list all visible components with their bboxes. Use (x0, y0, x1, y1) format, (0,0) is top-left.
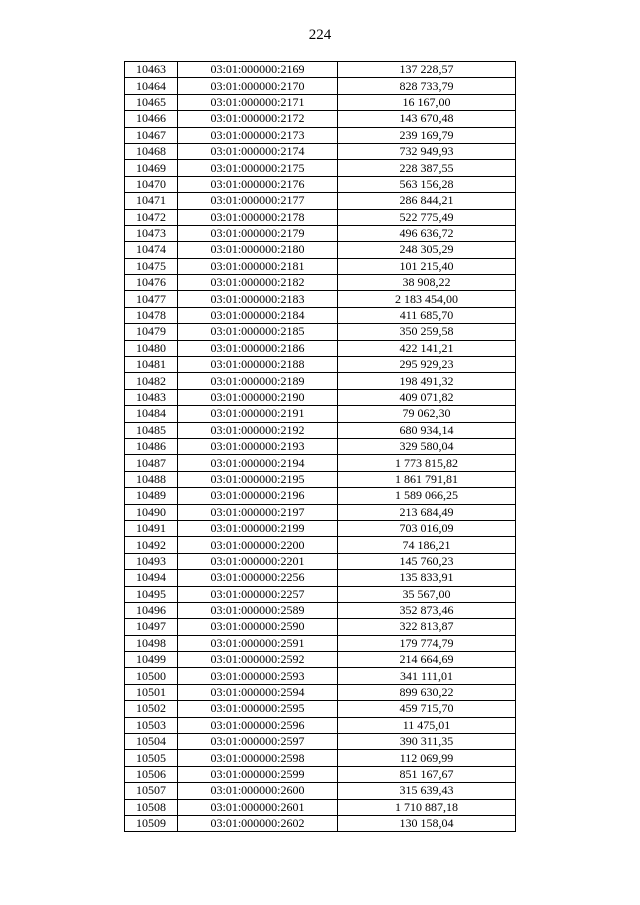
table-row (125, 750, 516, 766)
row-number-cell: 10492 (125, 537, 178, 553)
cadastral-value-cell: 680 934,14 (338, 422, 516, 438)
cadastral-value-cell: 459 715,70 (338, 701, 516, 717)
table-row (125, 488, 516, 504)
table-row (125, 455, 516, 471)
cadastral-number-cell: 03:01:000000:2181 (178, 258, 338, 274)
row-number-cell: 10488 (125, 471, 178, 487)
cadastral-value-cell: 74 186,21 (338, 537, 516, 553)
cadastral-value-cell: 851 167,67 (338, 766, 516, 782)
cadastral-number-cell: 03:01:000000:2184 (178, 307, 338, 323)
row-number-cell: 10490 (125, 504, 178, 520)
row-number-cell: 10486 (125, 438, 178, 454)
row-number-cell: 10489 (125, 488, 178, 504)
cadastral-value-cell: 228 387,55 (338, 160, 516, 176)
cadastral-value-cell: 248 305,29 (338, 242, 516, 258)
table-row (125, 766, 516, 782)
cadastral-number-cell: 03:01:000000:2592 (178, 652, 338, 668)
table-row (125, 570, 516, 586)
row-number-cell: 10495 (125, 586, 178, 602)
row-number-cell: 10470 (125, 176, 178, 192)
cadastral-value-cell: 16 167,00 (338, 94, 516, 110)
cadastral-number-cell: 03:01:000000:2172 (178, 111, 338, 127)
cadastral-number-cell: 03:01:000000:2598 (178, 750, 338, 766)
row-number-cell: 10508 (125, 799, 178, 815)
table-row (125, 209, 516, 225)
cadastral-value-cell: 145 760,23 (338, 553, 516, 569)
cadastral-number-cell: 03:01:000000:2177 (178, 193, 338, 209)
cadastral-number-cell: 03:01:000000:2183 (178, 291, 338, 307)
row-number-cell: 10476 (125, 275, 178, 291)
table-row (125, 537, 516, 553)
cadastral-number-cell: 03:01:000000:2600 (178, 783, 338, 799)
table-row (125, 324, 516, 340)
cadastral-value-table (124, 61, 516, 832)
row-number-cell: 10501 (125, 684, 178, 700)
cadastral-number-cell: 03:01:000000:2182 (178, 275, 338, 291)
table-row (125, 340, 516, 356)
cadastral-number-cell: 03:01:000000:2179 (178, 225, 338, 241)
cadastral-number-cell: 03:01:000000:2170 (178, 78, 338, 94)
cadastral-number-cell: 03:01:000000:2599 (178, 766, 338, 782)
row-number-cell: 10467 (125, 127, 178, 143)
cadastral-value-cell: 390 311,35 (338, 734, 516, 750)
cadastral-value-cell: 422 141,21 (338, 340, 516, 356)
cadastral-value-cell: 214 664,69 (338, 652, 516, 668)
table-row (125, 619, 516, 635)
cadastral-value-cell: 409 071,82 (338, 389, 516, 405)
cadastral-number-cell: 03:01:000000:2189 (178, 373, 338, 389)
row-number-cell: 10509 (125, 815, 178, 831)
table-row (125, 357, 516, 373)
cadastral-value-cell: 352 873,46 (338, 602, 516, 618)
cadastral-value-cell: 2 183 454,00 (338, 291, 516, 307)
table-row (125, 291, 516, 307)
cadastral-number-cell: 03:01:000000:2191 (178, 406, 338, 422)
cadastral-number-cell: 03:01:000000:2185 (178, 324, 338, 340)
table-row (125, 438, 516, 454)
cadastral-number-cell: 03:01:000000:2176 (178, 176, 338, 192)
table-row (125, 373, 516, 389)
cadastral-number-cell: 03:01:000000:2169 (178, 62, 338, 78)
cadastral-number-cell: 03:01:000000:2590 (178, 619, 338, 635)
table-row (125, 783, 516, 799)
cadastral-number-cell: 03:01:000000:2193 (178, 438, 338, 454)
page-number: 224 (308, 27, 332, 43)
cadastral-number-cell: 03:01:000000:2201 (178, 553, 338, 569)
row-number-cell: 10485 (125, 422, 178, 438)
table-row (125, 193, 516, 209)
row-number-cell: 10472 (125, 209, 178, 225)
cadastral-number-cell: 03:01:000000:2595 (178, 701, 338, 717)
table-row (125, 160, 516, 176)
table-row (125, 815, 516, 831)
cadastral-number-cell: 03:01:000000:2190 (178, 389, 338, 405)
table-row (125, 684, 516, 700)
row-number-cell: 10474 (125, 242, 178, 258)
table-row (125, 635, 516, 651)
cadastral-value-cell: 329 580,04 (338, 438, 516, 454)
cadastral-value-cell: 1 861 791,81 (338, 471, 516, 487)
table-row (125, 504, 516, 520)
cadastral-value-cell: 1 773 815,82 (338, 455, 516, 471)
cadastral-value-cell: 703 016,09 (338, 520, 516, 536)
cadastral-number-cell: 03:01:000000:2188 (178, 357, 338, 373)
row-number-cell: 10502 (125, 701, 178, 717)
table-row (125, 471, 516, 487)
table-row (125, 111, 516, 127)
cadastral-number-cell: 03:01:000000:2593 (178, 668, 338, 684)
cadastral-value-cell: 130 158,04 (338, 815, 516, 831)
row-number-cell: 10477 (125, 291, 178, 307)
row-number-cell: 10504 (125, 734, 178, 750)
table-row (125, 734, 516, 750)
table-row (125, 94, 516, 110)
cadastral-number-cell: 03:01:000000:2195 (178, 471, 338, 487)
row-number-cell: 10481 (125, 357, 178, 373)
cadastral-value-cell: 35 567,00 (338, 586, 516, 602)
cadastral-value-cell: 198 491,32 (338, 373, 516, 389)
cadastral-value-cell: 899 630,22 (338, 684, 516, 700)
table-row (125, 258, 516, 274)
row-number-cell: 10497 (125, 619, 178, 635)
cadastral-number-cell: 03:01:000000:2174 (178, 143, 338, 159)
row-number-cell: 10482 (125, 373, 178, 389)
row-number-cell: 10466 (125, 111, 178, 127)
table-row (125, 406, 516, 422)
cadastral-number-cell: 03:01:000000:2199 (178, 520, 338, 536)
row-number-cell: 10500 (125, 668, 178, 684)
cadastral-value-cell: 286 844,21 (338, 193, 516, 209)
table-row (125, 553, 516, 569)
row-number-cell: 10507 (125, 783, 178, 799)
row-number-cell: 10473 (125, 225, 178, 241)
cadastral-number-cell: 03:01:000000:2602 (178, 815, 338, 831)
row-number-cell: 10487 (125, 455, 178, 471)
cadastral-number-cell: 03:01:000000:2596 (178, 717, 338, 733)
cadastral-number-cell: 03:01:000000:2186 (178, 340, 338, 356)
cadastral-value-cell: 1 589 066,25 (338, 488, 516, 504)
table-row (125, 143, 516, 159)
row-number-cell: 10484 (125, 406, 178, 422)
table-row (125, 225, 516, 241)
cadastral-value-cell: 112 069,99 (338, 750, 516, 766)
cadastral-value-cell: 522 775,49 (338, 209, 516, 225)
table-row (125, 799, 516, 815)
cadastral-number-cell: 03:01:000000:2597 (178, 734, 338, 750)
row-number-cell: 10465 (125, 94, 178, 110)
table-row (125, 422, 516, 438)
table-row (125, 242, 516, 258)
cadastral-value-cell: 137 228,57 (338, 62, 516, 78)
row-number-cell: 10478 (125, 307, 178, 323)
cadastral-value-cell: 11 475,01 (338, 717, 516, 733)
row-number-cell: 10475 (125, 258, 178, 274)
cadastral-value-cell: 239 169,79 (338, 127, 516, 143)
cadastral-number-cell: 03:01:000000:2589 (178, 602, 338, 618)
table-row (125, 62, 516, 78)
cadastral-number-cell: 03:01:000000:2197 (178, 504, 338, 520)
row-number-cell: 10505 (125, 750, 178, 766)
table-row (125, 586, 516, 602)
table-row (125, 668, 516, 684)
table-row (125, 78, 516, 94)
cadastral-value-cell: 563 156,28 (338, 176, 516, 192)
row-number-cell: 10469 (125, 160, 178, 176)
row-number-cell: 10496 (125, 602, 178, 618)
cadastral-value-cell: 322 813,87 (338, 619, 516, 635)
row-number-cell: 10499 (125, 652, 178, 668)
row-number-cell: 10464 (125, 78, 178, 94)
table-row (125, 176, 516, 192)
cadastral-number-cell: 03:01:000000:2192 (178, 422, 338, 438)
cadastral-number-cell: 03:01:000000:2594 (178, 684, 338, 700)
row-number-cell: 10480 (125, 340, 178, 356)
cadastral-number-cell: 03:01:000000:2256 (178, 570, 338, 586)
cadastral-number-cell: 03:01:000000:2173 (178, 127, 338, 143)
row-number-cell: 10471 (125, 193, 178, 209)
cadastral-number-cell: 03:01:000000:2178 (178, 209, 338, 225)
cadastral-value-cell: 828 733,79 (338, 78, 516, 94)
row-number-cell: 10493 (125, 553, 178, 569)
table-row (125, 602, 516, 618)
cadastral-number-cell: 03:01:000000:2591 (178, 635, 338, 651)
table-row (125, 127, 516, 143)
row-number-cell: 10491 (125, 520, 178, 536)
row-number-cell: 10503 (125, 717, 178, 733)
cadastral-number-cell: 03:01:000000:2257 (178, 586, 338, 602)
cadastral-value-cell: 213 684,49 (338, 504, 516, 520)
cadastral-value-cell: 179 774,79 (338, 635, 516, 651)
cadastral-number-cell: 03:01:000000:2194 (178, 455, 338, 471)
cadastral-value-cell: 496 636,72 (338, 225, 516, 241)
cadastral-value-cell: 101 215,40 (338, 258, 516, 274)
table-row (125, 520, 516, 536)
cadastral-number-cell: 03:01:000000:2200 (178, 537, 338, 553)
row-number-cell: 10494 (125, 570, 178, 586)
row-number-cell: 10483 (125, 389, 178, 405)
cadastral-value-cell: 732 949,93 (338, 143, 516, 159)
cadastral-value-cell: 295 929,23 (338, 357, 516, 373)
cadastral-value-cell: 135 833,91 (338, 570, 516, 586)
table-row (125, 307, 516, 323)
table-row (125, 652, 516, 668)
cadastral-value-cell: 79 062,30 (338, 406, 516, 422)
cadastral-value-cell: 350 259,58 (338, 324, 516, 340)
cadastral-number-cell: 03:01:000000:2196 (178, 488, 338, 504)
cadastral-value-cell: 1 710 887,18 (338, 799, 516, 815)
cadastral-value-cell: 411 685,70 (338, 307, 516, 323)
cadastral-number-cell: 03:01:000000:2601 (178, 799, 338, 815)
table-row (125, 701, 516, 717)
cadastral-value-cell: 315 639,43 (338, 783, 516, 799)
cadastral-number-cell: 03:01:000000:2180 (178, 242, 338, 258)
cadastral-value-cell: 341 111,01 (338, 668, 516, 684)
cadastral-value-cell: 143 670,48 (338, 111, 516, 127)
row-number-cell: 10479 (125, 324, 178, 340)
row-number-cell: 10463 (125, 62, 178, 78)
row-number-cell: 10506 (125, 766, 178, 782)
cadastral-number-cell: 03:01:000000:2171 (178, 94, 338, 110)
table-row (125, 275, 516, 291)
table-row (125, 389, 516, 405)
table-body (125, 62, 516, 832)
table-row (125, 717, 516, 733)
cadastral-value-cell: 38 908,22 (338, 275, 516, 291)
cadastral-number-cell: 03:01:000000:2175 (178, 160, 338, 176)
row-number-cell: 10498 (125, 635, 178, 651)
row-number-cell: 10468 (125, 143, 178, 159)
